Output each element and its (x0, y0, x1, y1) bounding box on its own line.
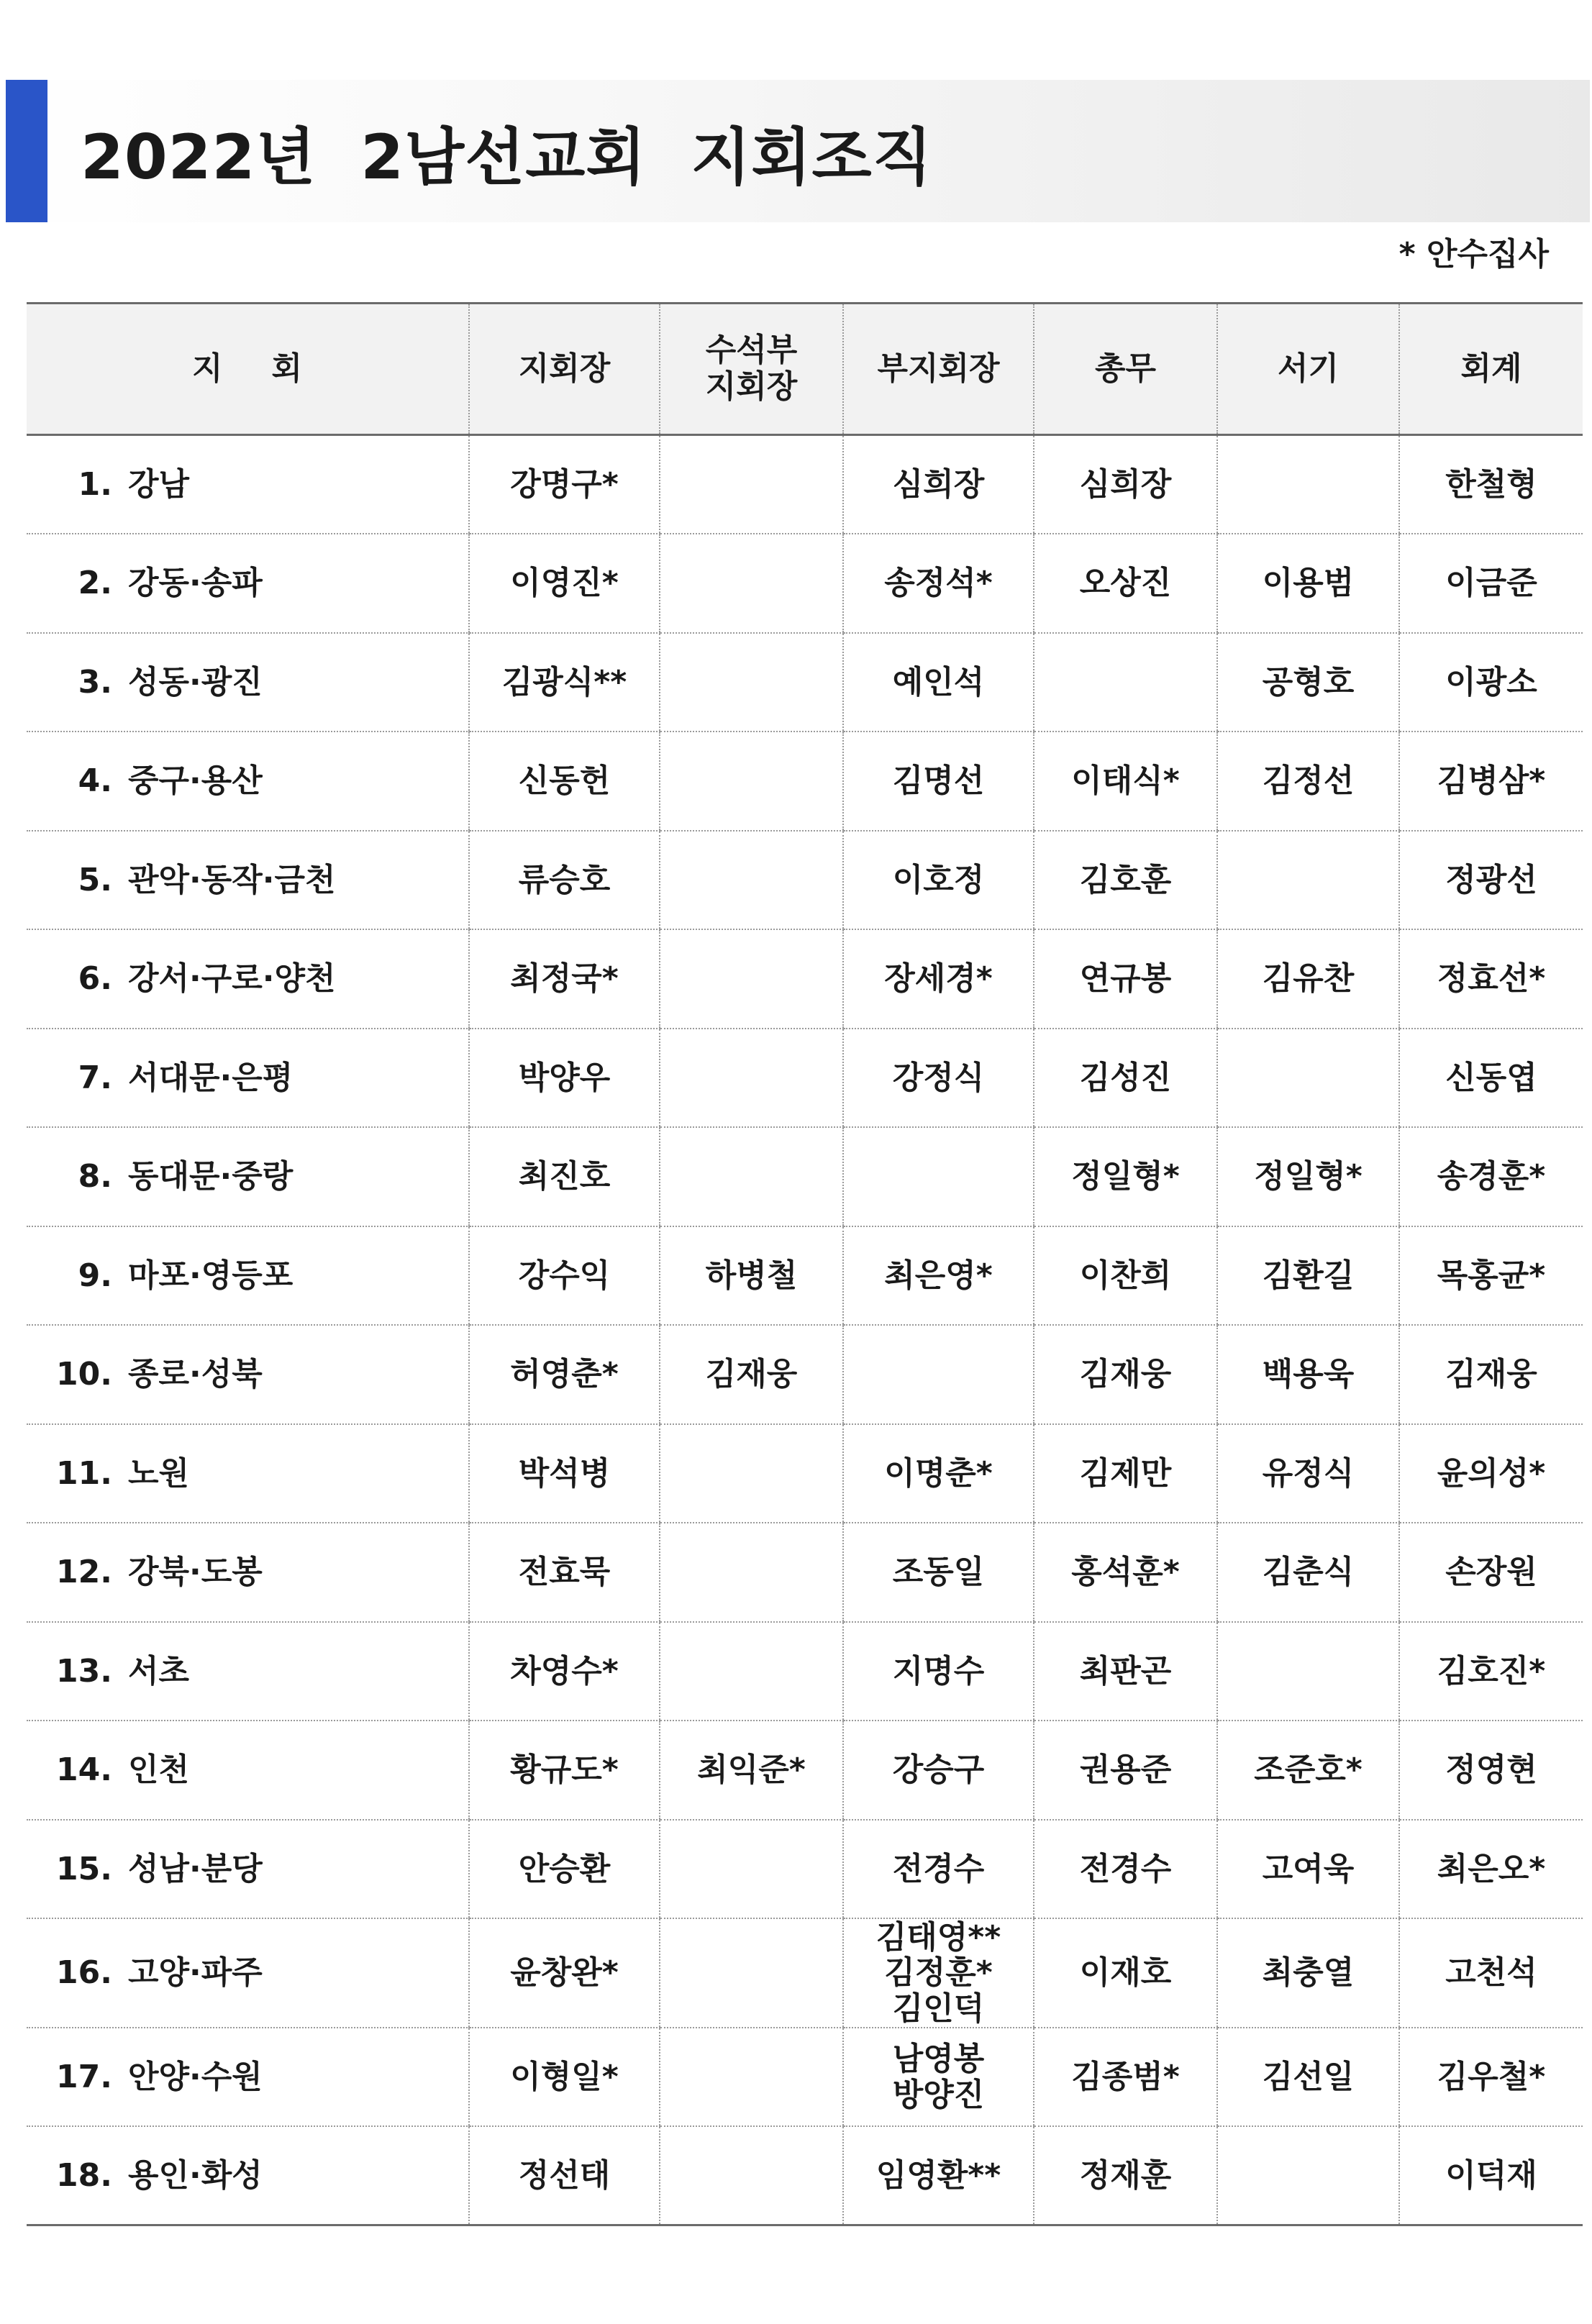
header-chief: 지회장 (469, 304, 660, 435)
secretary-cell: 고여욱 (1217, 1820, 1399, 1919)
branch-name: 종로·성북 (128, 1356, 263, 1393)
branch-name: 용인·화성 (128, 2157, 263, 2195)
branch-name-cell (27, 831, 469, 930)
header-treasurer: 회계 (1399, 304, 1583, 435)
treasurer-cell: 김재웅 (1399, 1325, 1583, 1424)
table-row (27, 1820, 1583, 1919)
table-row (27, 1029, 1583, 1128)
vice-chief-cell: 최은영* (843, 1226, 1034, 1326)
branch-number: 15. (56, 1850, 112, 1887)
general-affairs-cell: 심희장 (1034, 435, 1217, 534)
chief-cell: 허영춘* (469, 1325, 660, 1424)
general-affairs-cell: 김재웅 (1034, 1325, 1217, 1424)
general-affairs-cell: 김제만 (1034, 1424, 1217, 1523)
header-vice-chief: 부지회장 (843, 304, 1034, 435)
table-header-row (27, 304, 1583, 435)
branch-number: 18. (56, 2157, 112, 2195)
page-title: 2022년 2남선교회 지회조직 (81, 122, 933, 193)
table-row (27, 1226, 1583, 1326)
branch-name-cell (27, 1226, 469, 1326)
senior-vice-chief-cell (660, 1622, 843, 1721)
branch-name: 마포·영등포 (128, 1257, 294, 1294)
branch-name: 강서·구로·양천 (128, 960, 336, 998)
general-affairs-cell: 오상진 (1034, 534, 1217, 633)
treasurer-cell: 목홍균* (1399, 1226, 1583, 1326)
branch-name: 동대문·중랑 (128, 1158, 294, 1195)
branch-name-cell (27, 1127, 469, 1226)
chief-cell: 류승호 (469, 831, 660, 930)
header-branch: 지회 (27, 304, 469, 435)
branch-name-cell (27, 2028, 469, 2127)
branch-name: 노원 (128, 1454, 190, 1492)
treasurer-cell: 정광선 (1399, 831, 1583, 930)
secretary-cell: 백용욱 (1217, 1325, 1399, 1424)
title-accent-bar (6, 80, 47, 222)
branch-name-cell (27, 929, 469, 1029)
branch-name-cell (27, 1424, 469, 1523)
branch-number: 8. (78, 1158, 112, 1195)
table-row (27, 1424, 1583, 1523)
branch-name-cell (27, 1325, 469, 1424)
branch-name: 중구·용산 (128, 762, 263, 800)
branch-number: 1. (78, 465, 112, 503)
branch-number: 4. (78, 762, 112, 800)
senior-vice-chief-cell (660, 1820, 843, 1919)
branch-number: 13. (56, 1652, 112, 1690)
branch-name-cell (27, 1820, 469, 1919)
treasurer-cell: 이광소 (1399, 633, 1583, 732)
senior-vice-chief-cell (660, 1424, 843, 1523)
senior-vice-chief-cell (660, 831, 843, 930)
treasurer-cell: 이금준 (1399, 534, 1583, 633)
general-affairs-cell: 정재훈 (1034, 2126, 1217, 2225)
table-row (27, 2028, 1583, 2127)
branch-number: 9. (78, 1257, 112, 1294)
secretary-cell: 유정식 (1217, 1424, 1399, 1523)
secretary-cell: 김정선 (1217, 732, 1399, 831)
chief-cell: 김광식** (469, 633, 660, 732)
secretary-cell: 김유찬 (1217, 929, 1399, 1029)
table-row (27, 2126, 1583, 2225)
table-row (27, 831, 1583, 930)
treasurer-cell: 정효선* (1399, 929, 1583, 1029)
treasurer-cell: 신동엽 (1399, 1029, 1583, 1128)
senior-vice-chief-cell (660, 1029, 843, 1128)
senior-vice-chief-cell: 김재웅 (660, 1325, 843, 1424)
general-affairs-cell: 이태식* (1034, 732, 1217, 831)
chief-cell: 최정국* (469, 929, 660, 1029)
secretary-cell (1217, 831, 1399, 930)
secretary-cell (1217, 1029, 1399, 1128)
branch-name: 관악·동작·금천 (128, 861, 336, 898)
table-row (27, 1721, 1583, 1820)
table-row (27, 633, 1583, 732)
vice-chief-cell (843, 1127, 1034, 1226)
table-row (27, 1523, 1583, 1622)
table-row (27, 534, 1583, 633)
secretary-cell (1217, 2126, 1399, 2225)
branch-name: 강동·송파 (128, 565, 263, 602)
branch-number: 7. (78, 1059, 112, 1096)
vice-chief-cell (843, 1325, 1034, 1424)
table-row (27, 1127, 1583, 1226)
senior-vice-chief-cell (660, 1523, 843, 1622)
secretary-cell: 이용범 (1217, 534, 1399, 633)
senior-vice-chief-cell: 최익준* (660, 1721, 843, 1820)
vice-chief-cell: 전경수 (843, 1820, 1034, 1919)
header-secretary: 서기 (1217, 304, 1399, 435)
branch-name-cell (27, 534, 469, 633)
general-affairs-cell: 정일형* (1034, 1127, 1217, 1226)
chief-cell: 전효묵 (469, 1523, 660, 1622)
branch-name: 성남·분당 (128, 1850, 263, 1887)
senior-vice-chief-cell (660, 1918, 843, 2028)
senior-vice-chief-cell: 하병철 (660, 1226, 843, 1326)
senior-vice-chief-cell (660, 534, 843, 633)
chief-cell: 정선태 (469, 2126, 660, 2225)
senior-vice-chief-cell (660, 929, 843, 1029)
branch-name-cell (27, 1622, 469, 1721)
table-row (27, 1325, 1583, 1424)
treasurer-cell: 한철형 (1399, 435, 1583, 534)
chief-cell: 황규도* (469, 1721, 660, 1820)
chief-cell: 안승환 (469, 1820, 660, 1919)
vice-chief-cell: 김태영** 김정훈* 김인덕 (843, 1918, 1034, 2028)
vice-chief-cell: 남영봉 방양진 (843, 2028, 1034, 2127)
vice-chief-cell: 장세경* (843, 929, 1034, 1029)
branch-number: 11. (56, 1454, 112, 1492)
chief-cell: 최진호 (469, 1127, 660, 1226)
chief-cell: 신동헌 (469, 732, 660, 831)
table-body (27, 435, 1583, 2225)
treasurer-cell: 김우철* (1399, 2028, 1583, 2127)
senior-vice-chief-cell (660, 633, 843, 732)
general-affairs-cell: 이재호 (1034, 1918, 1217, 2028)
vice-chief-cell: 임영환** (843, 2126, 1034, 2225)
table-row (27, 929, 1583, 1029)
senior-vice-chief-cell (660, 2126, 843, 2225)
senior-vice-chief-cell (660, 1127, 843, 1226)
senior-vice-chief-cell (660, 732, 843, 831)
vice-chief-cell: 강승구 (843, 1721, 1034, 1820)
general-affairs-cell: 김성진 (1034, 1029, 1217, 1128)
general-affairs-cell (1034, 633, 1217, 732)
general-affairs-cell: 권용준 (1034, 1721, 1217, 1820)
branch-number: 16. (56, 1954, 112, 1992)
secretary-cell (1217, 435, 1399, 534)
treasurer-cell: 송경훈* (1399, 1127, 1583, 1226)
vice-chief-cell: 이명춘* (843, 1424, 1034, 1523)
branch-number: 5. (78, 861, 112, 898)
branch-number: 2. (78, 565, 112, 602)
branch-number: 12. (56, 1554, 112, 1591)
branch-name-cell (27, 732, 469, 831)
chief-cell: 박석병 (469, 1424, 660, 1523)
table-row (27, 1622, 1583, 1721)
branch-name: 성동·광진 (128, 663, 263, 701)
treasurer-cell: 윤의성* (1399, 1424, 1583, 1523)
branch-name-cell (27, 1721, 469, 1820)
vice-chief-cell: 이호정 (843, 831, 1034, 930)
branch-organization-table (27, 302, 1583, 2226)
branch-name: 강남 (128, 465, 190, 503)
general-affairs-cell: 김호훈 (1034, 831, 1217, 930)
senior-vice-chief-cell (660, 435, 843, 534)
vice-chief-cell: 조동일 (843, 1523, 1034, 1622)
chief-cell: 강수익 (469, 1226, 660, 1326)
secretary-cell: 최충열 (1217, 1918, 1399, 2028)
vice-chief-cell: 강정식 (843, 1029, 1034, 1128)
legend-note: * 안수집사 (1398, 236, 1549, 273)
chief-cell: 윤창완* (469, 1918, 660, 2028)
branch-number: 14. (56, 1751, 112, 1789)
table-row (27, 1918, 1583, 2028)
chief-cell: 이형일* (469, 2028, 660, 2127)
general-affairs-cell: 연규봉 (1034, 929, 1217, 1029)
header-senior-vice-chief: 수석부 지회장 (660, 304, 843, 435)
branch-name-cell (27, 1523, 469, 1622)
branch-name: 강북·도봉 (128, 1554, 263, 1591)
branch-name: 인천 (128, 1751, 190, 1789)
chief-cell: 차영수* (469, 1622, 660, 1721)
general-affairs-cell: 전경수 (1034, 1820, 1217, 1919)
treasurer-cell: 이덕재 (1399, 2126, 1583, 2225)
table-row (27, 732, 1583, 831)
secretary-cell: 김춘식 (1217, 1523, 1399, 1622)
header-general-affairs: 총무 (1034, 304, 1217, 435)
chief-cell: 강명구* (469, 435, 660, 534)
secretary-cell: 공형호 (1217, 633, 1399, 732)
treasurer-cell: 김호진* (1399, 1622, 1583, 1721)
vice-chief-cell: 지명수 (843, 1622, 1034, 1721)
branch-name: 안양·수원 (128, 2058, 263, 2095)
treasurer-cell: 고천석 (1399, 1918, 1583, 2028)
branch-name: 고양·파주 (128, 1954, 263, 1992)
branch-name-cell (27, 1029, 469, 1128)
branch-number: 17. (56, 2058, 112, 2095)
secretary-cell: 김환길 (1217, 1226, 1399, 1326)
branch-name: 서대문·은평 (128, 1059, 294, 1096)
branch-name-cell (27, 633, 469, 732)
branch-number: 6. (78, 960, 112, 998)
secretary-cell: 조준호* (1217, 1721, 1399, 1820)
branch-name-cell (27, 435, 469, 534)
vice-chief-cell: 심희장 (843, 435, 1034, 534)
branch-number: 3. (78, 663, 112, 701)
general-affairs-cell: 최판곤 (1034, 1622, 1217, 1721)
branch-name-cell (27, 2126, 469, 2225)
senior-vice-chief-cell (660, 2028, 843, 2127)
secretary-cell: 김선일 (1217, 2028, 1399, 2127)
chief-cell: 이영진* (469, 534, 660, 633)
vice-chief-cell: 송정석* (843, 534, 1034, 633)
treasurer-cell: 최은오* (1399, 1820, 1583, 1919)
table-row (27, 435, 1583, 534)
vice-chief-cell: 예인석 (843, 633, 1034, 732)
treasurer-cell: 정영현 (1399, 1721, 1583, 1820)
chief-cell: 박양우 (469, 1029, 660, 1128)
branch-name: 서초 (128, 1652, 190, 1690)
treasurer-cell: 김병삼* (1399, 732, 1583, 831)
general-affairs-cell: 이찬희 (1034, 1226, 1217, 1326)
secretary-cell (1217, 1622, 1399, 1721)
general-affairs-cell: 홍석훈* (1034, 1523, 1217, 1622)
treasurer-cell: 손장원 (1399, 1523, 1583, 1622)
general-affairs-cell: 김종범* (1034, 2028, 1217, 2127)
branch-name-cell (27, 1918, 469, 2028)
branch-number: 10. (56, 1356, 112, 1393)
vice-chief-cell: 김명선 (843, 732, 1034, 831)
secretary-cell: 정일형* (1217, 1127, 1399, 1226)
